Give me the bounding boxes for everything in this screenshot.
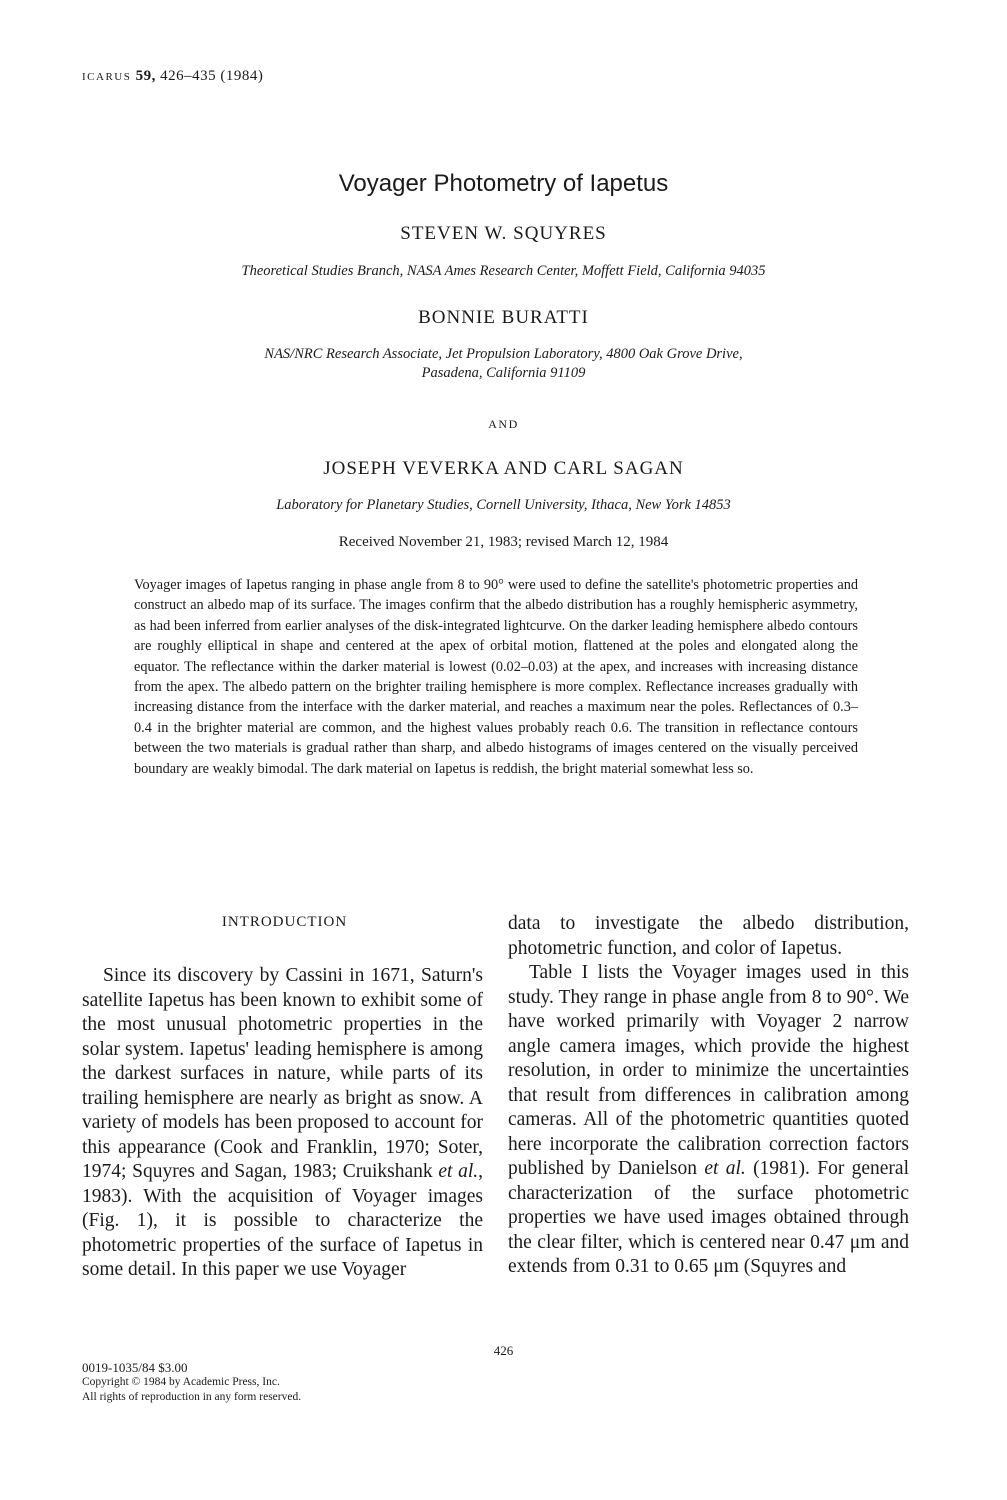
author-2-affiliation	[120, 345, 887, 383]
journal-volume: 59,	[135, 68, 156, 84]
intro-paragraph-1	[82, 964, 483, 1283]
intro-paragraph-2	[508, 961, 909, 1280]
author-2-affiliation-line2: Pasadena, California 91109	[421, 365, 586, 381]
intro-paragraph-2-text: Table I lists the Voyager images used in this study. They range in phase angle from 8 to 90°. We have worked primarily with Voyager 2 narrow angle camera images, which provide the highest resolution, in order to minimize the uncertainties that result from differences in calibration among cameras. All of the photometric quantities quoted here incorporate the calibration correction factors published by Danielson	[508, 962, 909, 1179]
journal-pages-year: 426–435 (1984)	[160, 68, 264, 84]
section-heading-introduction: INTRODUCTION	[221, 914, 348, 930]
intro-paragraph-1-end: , 1983). With the acquisition of Voyager images (Fig. 1), it is possible to characterize the photometric properties of the surface of Iapetus in some detail. In this paper we use Voyager	[82, 1161, 484, 1280]
intro-paragraph-2-etal: et al.	[704, 1158, 746, 1179]
intro-paragraph-1-continued: data to investigate the albedo distribution, photometric function, and color of Iapetus.	[508, 913, 909, 959]
article-code: 0019-1035/84 $3.00	[82, 1360, 188, 1375]
body-column-left	[82, 964, 483, 1283]
author-1-name: STEVEN W. SQUYRES	[400, 223, 607, 244]
rights-line: All rights of reproduction in any form reserved.	[82, 1391, 302, 1403]
and-separator: AND	[488, 417, 519, 431]
body-column-right	[508, 912, 909, 1280]
received-dates: Received November 21, 1983; revised March 12, 1984	[338, 534, 669, 550]
copyright-line: Copyright © 1984 by Academic Press, Inc.	[82, 1376, 280, 1388]
intro-paragraph-2-end: (1981). For general characterization of the surface photometric properties we have used images obtained through the clear filter, which is centered near 0.47 μm and extends from 0.31 to 0.65 μm (Squyres and	[508, 1158, 910, 1277]
intro-paragraph-1-text: Since its discovery by Cassini in 1671, Saturn's satellite Iapetus has been known to exhibit some of the most unusual photometric properties in the solar system. Iapetus' leading hemisphere is among the darkest surfaces in nature, while parts of its trailing hemisphere are nearly as bright as snow. A variety of models has been proposed to account for this appearance (Cook and Franklin, 1970; Soter, 1974; Squyres and Sagan, 1983; Cruikshank	[82, 965, 483, 1182]
intro-paragraph-1-etal: et al.	[438, 1161, 479, 1182]
copyright-footer	[82, 1360, 301, 1405]
page-number: 426	[493, 1343, 514, 1358]
paper-title: Voyager Photometry of Iapetus	[338, 170, 669, 197]
author-2-name: BONNIE BURATTI	[418, 307, 589, 328]
author-2-affiliation-line1: NAS/NRC Research Associate, Jet Propulsion Laboratory, 4800 Oak Grove Drive,	[264, 346, 743, 362]
abstract: Voyager images of Iapetus ranging in phase angle from 8 to 90° were used to define the satellite's photometric properties and construct an albedo map of its surface. The images confirm that the albedo distribution has a roughly hemispheric asymmetry, as had been inferred from earlier analyses of the disk-integrated lightcurve. On the darker leading hemisphere albedo contours are roughly elliptical in shape and centered at the apex of orbital motion, flattened at the poles and elongated along the equator. The reflectance within the darker material is lowest (0.02–0.03) at the apex, and increases with increasing distance from the apex. The albedo pattern on the brighter trailing hemisphere is more complex. Reflectance increases gradually with increasing distance from the interface with the darker material, and reaches a maximum near the poles. Reflectances of 0.3–0.4 in the brighter material are common, and the highest values probably reach 0.6. The transition in reflectance contours between the two materials is gradual rather than sharp, and albedo histograms of images centered on the visually perceived boundary are weakly bimodal. The dark material on Iapetus is reddish, the bright material somewhat less so.	[134, 577, 858, 777]
journal-name: ICARUS	[82, 71, 132, 83]
journal-citation	[82, 68, 263, 85]
author-1-affiliation: Theoretical Studies Branch, NASA Ames Research Center, Moffett Field, California 94035	[241, 263, 766, 279]
author-3-name: JOSEPH VEVERKA AND CARL SAGAN	[323, 458, 684, 479]
author-3-affiliation: Laboratory for Planetary Studies, Cornell University, Ithaca, New York 14853	[276, 497, 731, 513]
